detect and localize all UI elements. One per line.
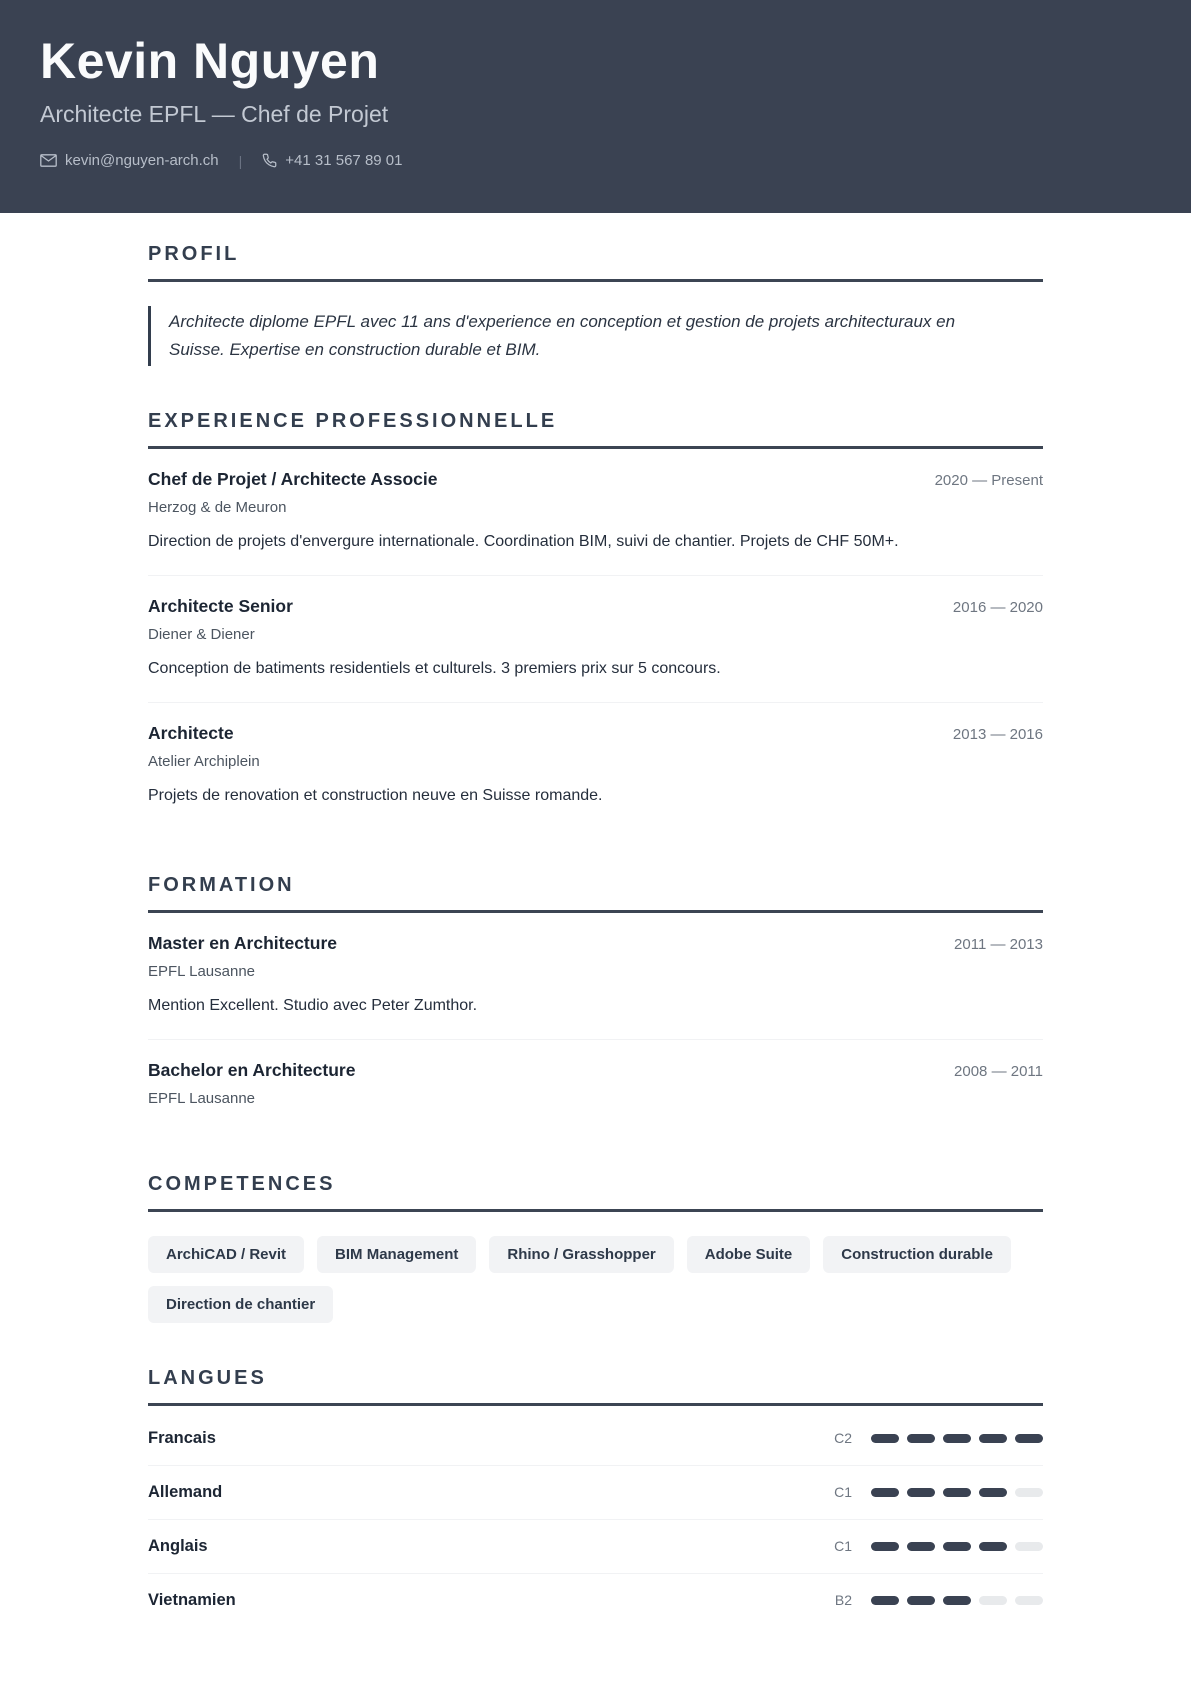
language-row xyxy=(148,1574,1043,1627)
skill-chip: Rhino / Grasshopper xyxy=(489,1236,673,1273)
level-pill xyxy=(1015,1488,1043,1497)
section-profile xyxy=(148,243,1043,366)
degree-school: EPFL Lausanne xyxy=(148,962,256,980)
language-level xyxy=(834,1430,1043,1446)
person-title: Architecte EPFL — Chef de Projet xyxy=(40,101,389,127)
level-pill xyxy=(1015,1596,1043,1605)
level-pill xyxy=(943,1434,971,1443)
language-level xyxy=(835,1592,1043,1608)
education-entry xyxy=(148,1040,1043,1129)
job-period: 2016 — 2020 xyxy=(952,599,1043,617)
language-name: Anglais xyxy=(148,1536,208,1555)
skill-chip: Direction de chantier xyxy=(148,1286,333,1323)
level-pill xyxy=(907,1434,935,1443)
skill-chip: ArchiCAD / Revit xyxy=(148,1236,304,1273)
skills-heading: COMPETENCES xyxy=(148,1173,1043,1212)
language-row xyxy=(148,1520,1043,1574)
language-list xyxy=(148,1412,1043,1627)
degree-period: 2011 — 2013 xyxy=(954,935,1043,953)
job-description: Conception de batiments residentiels et culturels. 3 premiers prix sur 5 concours. xyxy=(148,660,721,678)
section-education xyxy=(148,874,1043,1129)
job-period: 2013 — 2016 xyxy=(952,726,1043,744)
entry-header xyxy=(148,723,1043,744)
level-pill xyxy=(979,1488,1007,1497)
level-pill xyxy=(1015,1434,1043,1443)
degree-period: 2008 — 2011 xyxy=(954,1062,1043,1080)
job-company: Diener & Diener xyxy=(148,626,255,644)
phone-text: +41 31 567 89 01 xyxy=(285,152,403,169)
language-name: Vietnamien xyxy=(148,1590,236,1609)
education-heading: FORMATION xyxy=(148,874,1043,913)
level-bar xyxy=(871,1434,1043,1443)
skill-chip: Adobe Suite xyxy=(687,1236,811,1273)
level-pill xyxy=(907,1488,935,1497)
level-pill xyxy=(871,1488,899,1497)
envelope-icon xyxy=(40,154,57,167)
job-period: 2020 — Present xyxy=(934,472,1043,490)
person-name: Kevin Nguyen xyxy=(40,33,380,89)
job-company: Herzog & de Meuron xyxy=(148,499,287,517)
entry-header xyxy=(148,933,1043,954)
language-level xyxy=(834,1484,1043,1500)
degree-title: Master en Architecture xyxy=(148,932,337,953)
level-pill xyxy=(907,1596,935,1605)
languages-heading: LANGUES xyxy=(148,1367,1043,1406)
level-bar xyxy=(871,1488,1043,1497)
language-level-code: C1 xyxy=(834,1484,852,1501)
entry-header xyxy=(148,1060,1043,1081)
section-experience xyxy=(148,410,1043,830)
contact-separator: | xyxy=(238,152,243,169)
email-link[interactable] xyxy=(40,152,219,169)
language-level-code: C2 xyxy=(834,1430,852,1447)
language-level xyxy=(834,1538,1043,1554)
cv-header xyxy=(0,0,1191,213)
job-title: Architecte xyxy=(148,723,234,744)
level-pill xyxy=(871,1542,899,1551)
profile-heading: PROFIL xyxy=(148,243,1043,282)
level-pill xyxy=(907,1542,935,1551)
level-pill xyxy=(943,1488,971,1497)
experience-entry xyxy=(148,703,1043,829)
job-title: Architecte Senior xyxy=(148,596,293,617)
phone-link[interactable] xyxy=(262,152,402,169)
language-level-code: B2 xyxy=(834,1592,852,1609)
phone-icon xyxy=(262,153,277,168)
level-pill xyxy=(979,1434,1007,1443)
job-description: Projets de renovation et construction neuve en Suisse romande. xyxy=(148,787,603,805)
section-languages xyxy=(148,1367,1043,1627)
experience-heading: EXPERIENCE PROFESSIONNELLE xyxy=(148,410,1043,449)
education-entry xyxy=(148,913,1043,1040)
section-skills xyxy=(148,1173,1043,1323)
cv-body xyxy=(0,213,1191,1627)
language-name: Allemand xyxy=(148,1482,223,1501)
level-pill xyxy=(871,1596,899,1605)
degree-title: Bachelor en Architecture xyxy=(148,1059,356,1080)
entry-header xyxy=(148,469,1043,490)
degree-school: EPFL Lausanne xyxy=(148,1089,256,1107)
job-title: Chef de Projet / Architecte Associe xyxy=(148,469,438,490)
experience-entry xyxy=(148,576,1043,703)
language-row xyxy=(148,1412,1043,1466)
language-level-code: C1 xyxy=(834,1538,852,1555)
contact-row xyxy=(40,152,1151,169)
language-row xyxy=(148,1466,1043,1520)
job-company: Atelier Archiplein xyxy=(148,753,260,771)
degree-description: Mention Excellent. Studio avec Peter Zumthor. xyxy=(148,996,478,1014)
level-pill xyxy=(943,1542,971,1551)
level-pill xyxy=(1015,1542,1043,1551)
language-name: Francais xyxy=(148,1428,216,1447)
level-pill xyxy=(943,1596,971,1605)
level-pill xyxy=(979,1596,1007,1605)
skill-chip: BIM Management xyxy=(317,1236,476,1273)
job-description: Direction de projets d'envergure internationale. Coordination BIM, suivi de chantier. Projets de CHF 50M+. xyxy=(148,533,899,551)
level-pill xyxy=(979,1542,1007,1551)
profile-quote: Architecte diplome EPFL avec 11 ans d'experience en conception et gestion de projets architecturaux en Suisse. Expertise en construction durable et BIM. xyxy=(148,306,978,366)
level-bar xyxy=(871,1596,1043,1605)
email-text: kevin@nguyen-arch.ch xyxy=(65,152,219,169)
experience-entry xyxy=(148,449,1043,576)
level-pill xyxy=(871,1434,899,1443)
entry-header xyxy=(148,596,1043,617)
skill-chip: Construction durable xyxy=(823,1236,1011,1273)
level-bar xyxy=(871,1542,1043,1551)
skill-chips xyxy=(148,1236,1043,1323)
